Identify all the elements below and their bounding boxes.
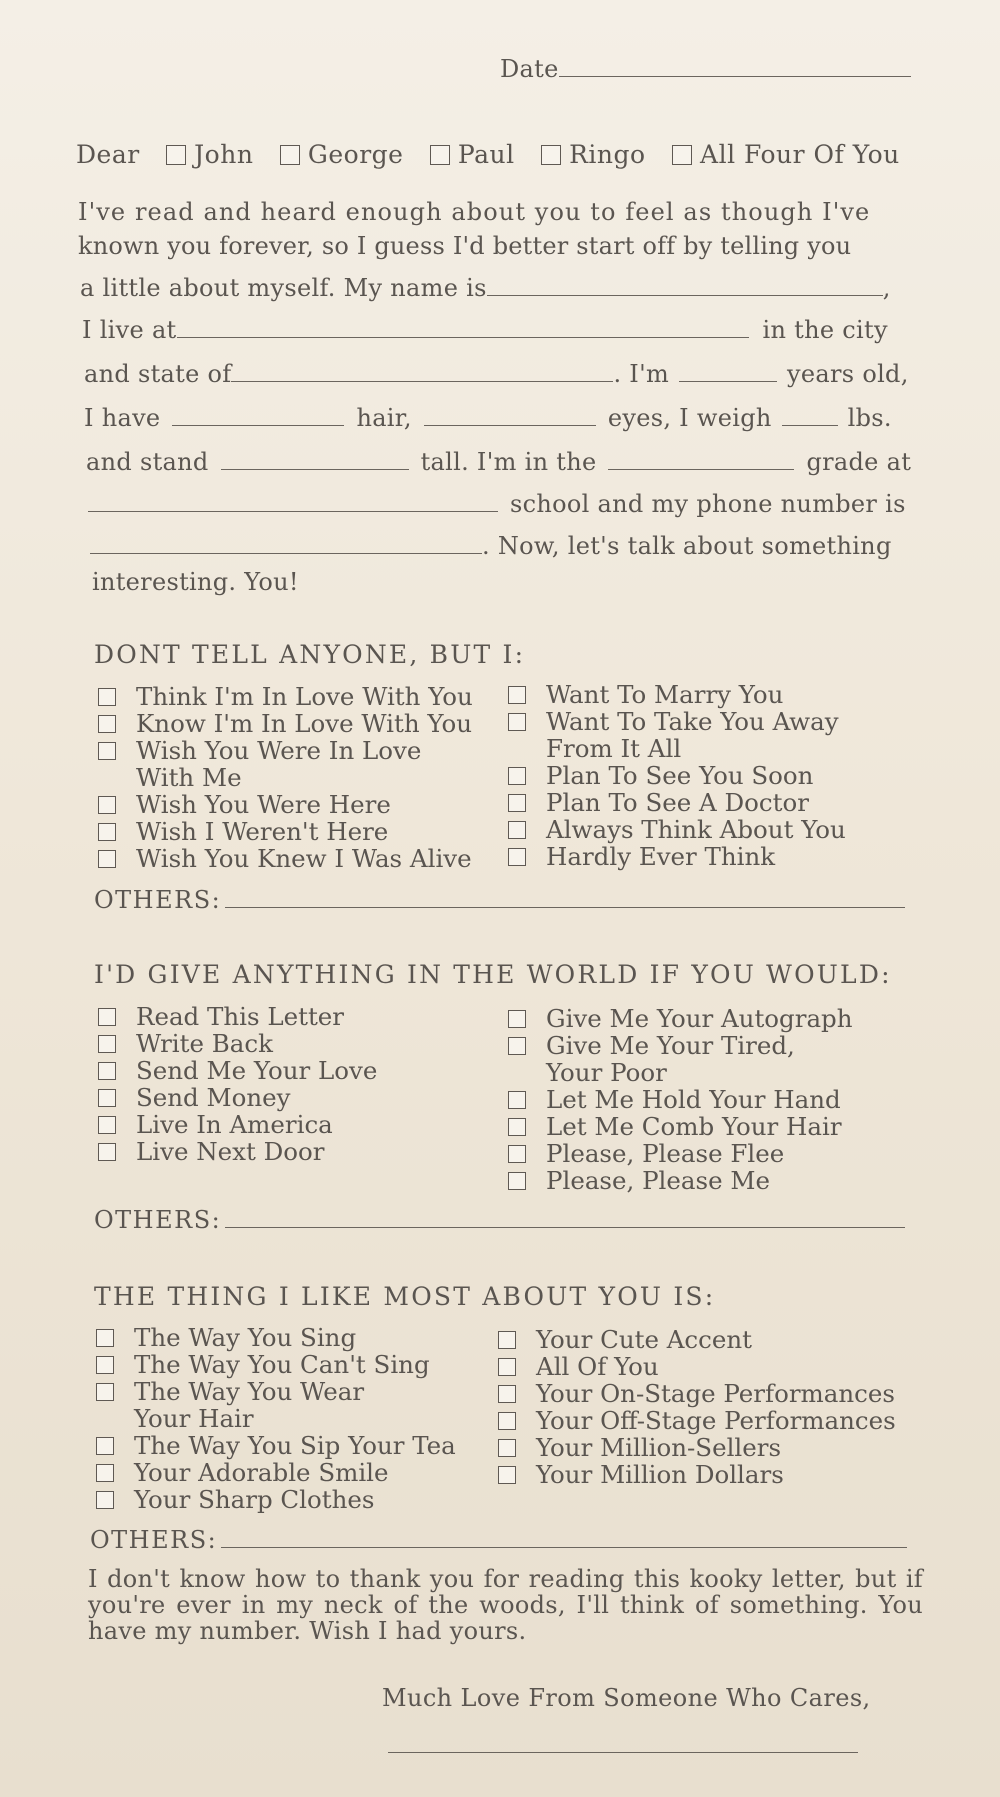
section2-heading: I'D GIVE ANYTHING IN THE WORLD IF YOU WOULD: [94,960,892,989]
checkbox-icon[interactable] [508,821,526,839]
checkbox-item[interactable] [496,1407,896,1434]
checkbox-icon[interactable] [541,145,561,165]
option-label: Always Think About You [546,815,846,844]
section1-others-row [94,886,905,914]
checkbox-item[interactable] [506,1113,853,1140]
option-label: Paul [457,140,515,169]
checkbox-icon[interactable] [508,1145,526,1163]
checkbox-icon[interactable] [98,1143,116,1161]
date-field[interactable] [559,76,911,77]
option-label: Give Me Your Autograph [546,1004,853,1033]
checkbox-icon[interactable] [498,1385,516,1403]
name-prompt: a little about myself. My name is [80,274,487,302]
checkbox-icon[interactable] [98,823,116,841]
intro-line-5 [84,360,909,388]
checkbox-icon[interactable] [98,1062,116,1080]
option-label: Wish You Knew I Was Alive [136,844,472,873]
option-label: Your Cute Accent [536,1325,752,1354]
weight-field[interactable] [782,425,838,426]
intro-line-10: interesting. You! [92,568,299,596]
option-label: Plan To See A Doctor [546,788,809,817]
address-prompt: I live at [82,316,177,344]
intro-line-7 [86,448,911,476]
age-prompt: . I'm [613,360,670,388]
option-label: Send Money [136,1083,291,1112]
checkbox-item[interactable] [496,1434,896,1461]
checkbox-item[interactable] [96,1003,377,1030]
grade-prompt: tall. I'm in the [420,448,597,476]
checkbox-icon[interactable] [498,1439,516,1457]
checkbox-icon[interactable] [508,1010,526,1028]
option-label: Give Me Your Tired, [546,1031,795,1060]
option-label: Want To Marry You [546,680,784,709]
school-field[interactable] [88,511,498,512]
checkbox-icon[interactable] [98,1035,116,1053]
intro-line-8 [88,490,906,518]
checkbox-icon[interactable] [96,1329,114,1347]
checkbox-icon[interactable] [98,742,116,760]
checkbox-icon[interactable] [96,1437,114,1455]
checkbox-item[interactable] [96,737,473,764]
checkbox-item[interactable] [96,791,473,818]
checkbox-all-four[interactable] [654,140,900,169]
checkbox-icon[interactable] [430,145,450,165]
transition-text: . Now, let's talk about something [482,532,892,560]
phone-prompt: school and my phone number is [510,490,906,518]
option-label: Your Adorable Smile [134,1458,389,1487]
checkbox-icon[interactable] [96,1356,114,1374]
option-label: Know I'm In Love With You [136,709,472,738]
checkbox-icon[interactable] [508,1037,526,1055]
age-field[interactable] [679,381,777,382]
checkbox-item[interactable] [496,1353,896,1380]
checkbox-icon[interactable] [98,1089,116,1107]
checkbox-item[interactable] [506,843,846,870]
checkbox-icon[interactable] [498,1331,516,1349]
checkbox-item[interactable] [506,762,846,789]
checkbox-item[interactable] [94,1432,456,1459]
intro-line-6 [84,404,892,432]
age-suffix: years old, [787,360,909,388]
option-label: All Four Of You [700,140,900,169]
signoff: Much Love From Someone Who Cares, [382,1684,871,1712]
option-label: Write Back [136,1029,273,1058]
checkbox-item[interactable] [506,1167,853,1194]
intro-line-4 [82,316,888,344]
checkbox-item[interactable] [94,1486,456,1513]
others-field[interactable] [225,907,905,908]
option-label: Think I'm In Love With You [136,682,473,711]
section2-right-column [506,1005,853,1194]
checkbox-icon[interactable] [280,145,300,165]
signature-field[interactable] [388,1752,858,1753]
hair-field[interactable] [172,425,344,426]
checkbox-item[interactable] [96,683,473,710]
section2-others-row [94,1206,905,1234]
checkbox-paul[interactable] [412,140,515,169]
checkbox-icon[interactable] [508,848,526,866]
option-label: George [307,140,404,169]
option-label: All Of You [536,1352,659,1381]
grade-suffix: grade at [806,448,912,476]
height-field[interactable] [221,469,409,470]
hair-prompt: I have [84,404,161,432]
checkbox-icon[interactable] [166,145,186,165]
checkbox-icon[interactable] [98,1008,116,1026]
checkbox-item[interactable] [94,1378,456,1405]
checkbox-item[interactable] [506,1032,853,1059]
checkbox-icon[interactable] [98,1116,116,1134]
intro-line-2: known you forever, so I guess I'd better start off by telling you [78,232,852,260]
name-field[interactable] [487,295,883,296]
option-label: Want To Take You Away [546,707,839,736]
option-label: The Way You Sing [134,1323,357,1352]
checkbox-icon[interactable] [96,1464,114,1482]
section1-heading: DONT TELL ANYONE, BUT I: [94,640,526,669]
option-label: Wish You Were Here [136,790,391,819]
comma: , [882,274,891,302]
option-label: Let Me Comb Your Hair [546,1112,842,1141]
grade-field[interactable] [608,469,794,470]
checkbox-icon[interactable] [498,1358,516,1376]
checkbox-item[interactable] [496,1326,896,1353]
section2-left-column [96,1003,377,1165]
checkbox-item[interactable] [96,1057,377,1084]
dear-label: Dear [76,140,140,169]
phone-field[interactable] [90,553,482,554]
others-label: OTHERS: [90,1526,218,1554]
state-prompt: and state of [84,360,232,388]
option-continuation: Your Hair [134,1404,254,1433]
option-label: Your Sharp Clothes [134,1485,375,1514]
checkbox-icon[interactable] [508,1091,526,1109]
checkbox-item[interactable] [506,708,846,735]
option-label: Live Next Door [136,1137,325,1166]
checkbox-item[interactable] [96,1084,377,1111]
intro-line-9 [90,532,892,560]
date-line [500,55,911,83]
checkbox-icon[interactable] [498,1412,516,1430]
option-label: Your Million-Sellers [536,1433,782,1462]
checkbox-george[interactable] [262,140,404,169]
option-continuation: With Me [136,763,242,792]
checkbox-icon[interactable] [672,145,692,165]
option-label: Your Million Dollars [536,1460,784,1489]
checkbox-item[interactable] [94,1324,456,1351]
option-label: John [194,140,254,169]
salutation-row [76,140,900,169]
others-field[interactable] [225,1227,905,1228]
checkbox-icon[interactable] [96,1491,114,1509]
checkbox-icon[interactable] [508,767,526,785]
checkbox-item[interactable] [94,1351,456,1378]
checkbox-item[interactable] [96,1111,377,1138]
height-prompt: and stand [86,448,209,476]
option-label: The Way You Sip Your Tea [134,1431,456,1460]
closing-paragraph: I don't know how to thank you for reading this kooky letter, but if you're ever in my neck of the woods, I'll think of something. You have my number. Wish I had yours. [88,1565,923,1645]
option-label: Wish You Were In Love [136,736,422,765]
section3-right-column [496,1326,896,1488]
checkbox-item[interactable] [94,1459,456,1486]
section3-heading: THE THING I LIKE MOST ABOUT YOU IS: [94,1282,716,1311]
checkbox-icon[interactable] [508,686,526,704]
option-label: The Way You Wear [134,1377,365,1406]
option-label: Live In America [136,1110,333,1139]
option-label: Let Me Hold Your Hand [546,1085,841,1114]
option-label: Your On-Stage Performances [536,1379,895,1408]
option-continuation: From It All [546,734,682,763]
checkbox-icon[interactable] [96,1383,114,1401]
checkbox-item[interactable] [506,1140,853,1167]
city-prompt: in the city [762,316,888,344]
checkbox-item[interactable] [506,1005,853,1032]
option-label: Ringo [569,140,646,169]
checkbox-item[interactable] [506,816,846,843]
checkbox-icon[interactable] [508,1118,526,1136]
option-label: Your Off-Stage Performances [536,1406,896,1435]
intro-line-1: I've read and heard enough about you to feel as though I've [78,198,871,226]
section3-others-row [90,1526,907,1554]
checkbox-john[interactable] [148,140,253,169]
option-label: Send Me Your Love [136,1056,378,1085]
checkbox-item[interactable] [96,818,473,845]
checkbox-icon[interactable] [498,1466,516,1484]
checkbox-icon[interactable] [508,1172,526,1190]
checkbox-item[interactable] [96,1030,377,1057]
option-label: Plan To See You Soon [546,761,814,790]
section3-left-column [94,1324,456,1513]
intro-line-3 [80,274,891,302]
others-label: OTHERS: [94,1206,222,1234]
option-label: Wish I Weren't Here [136,817,389,846]
hair-suffix: hair, [356,404,412,432]
checkbox-icon[interactable] [98,796,116,814]
address-field[interactable] [177,337,749,338]
eyes-field[interactable] [424,425,596,426]
checkbox-icon[interactable] [98,850,116,868]
checkbox-icon[interactable] [508,713,526,731]
checkbox-item[interactable] [96,1138,377,1165]
weight-prompt: eyes, I weigh [607,404,772,432]
option-label: The Way You Can't Sing [134,1350,430,1379]
section1-left-column [96,683,473,872]
checkbox-item[interactable] [496,1380,896,1407]
checkbox-icon[interactable] [508,794,526,812]
checkbox-icon[interactable] [98,688,116,706]
others-field[interactable] [221,1547,907,1548]
option-continuation: Your Poor [546,1058,667,1087]
checkbox-item[interactable] [96,845,473,872]
section1-right-column [506,681,846,870]
state-field[interactable] [231,381,613,382]
date-label: Date [500,55,559,83]
option-label: Please, Please Flee [546,1139,785,1168]
option-label: Please, Please Me [546,1166,770,1195]
checkbox-item[interactable] [506,1086,853,1113]
option-label: Hardly Ever Think [546,842,776,871]
option-label: Read This Letter [136,1002,345,1031]
weight-suffix: lbs. [847,404,892,432]
checkbox-item[interactable] [506,789,846,816]
others-label: OTHERS: [94,886,222,914]
checkbox-item[interactable] [506,681,846,708]
checkbox-ringo[interactable] [523,140,645,169]
checkbox-item[interactable] [496,1461,896,1488]
checkbox-icon[interactable] [98,715,116,733]
checkbox-item[interactable] [96,710,473,737]
